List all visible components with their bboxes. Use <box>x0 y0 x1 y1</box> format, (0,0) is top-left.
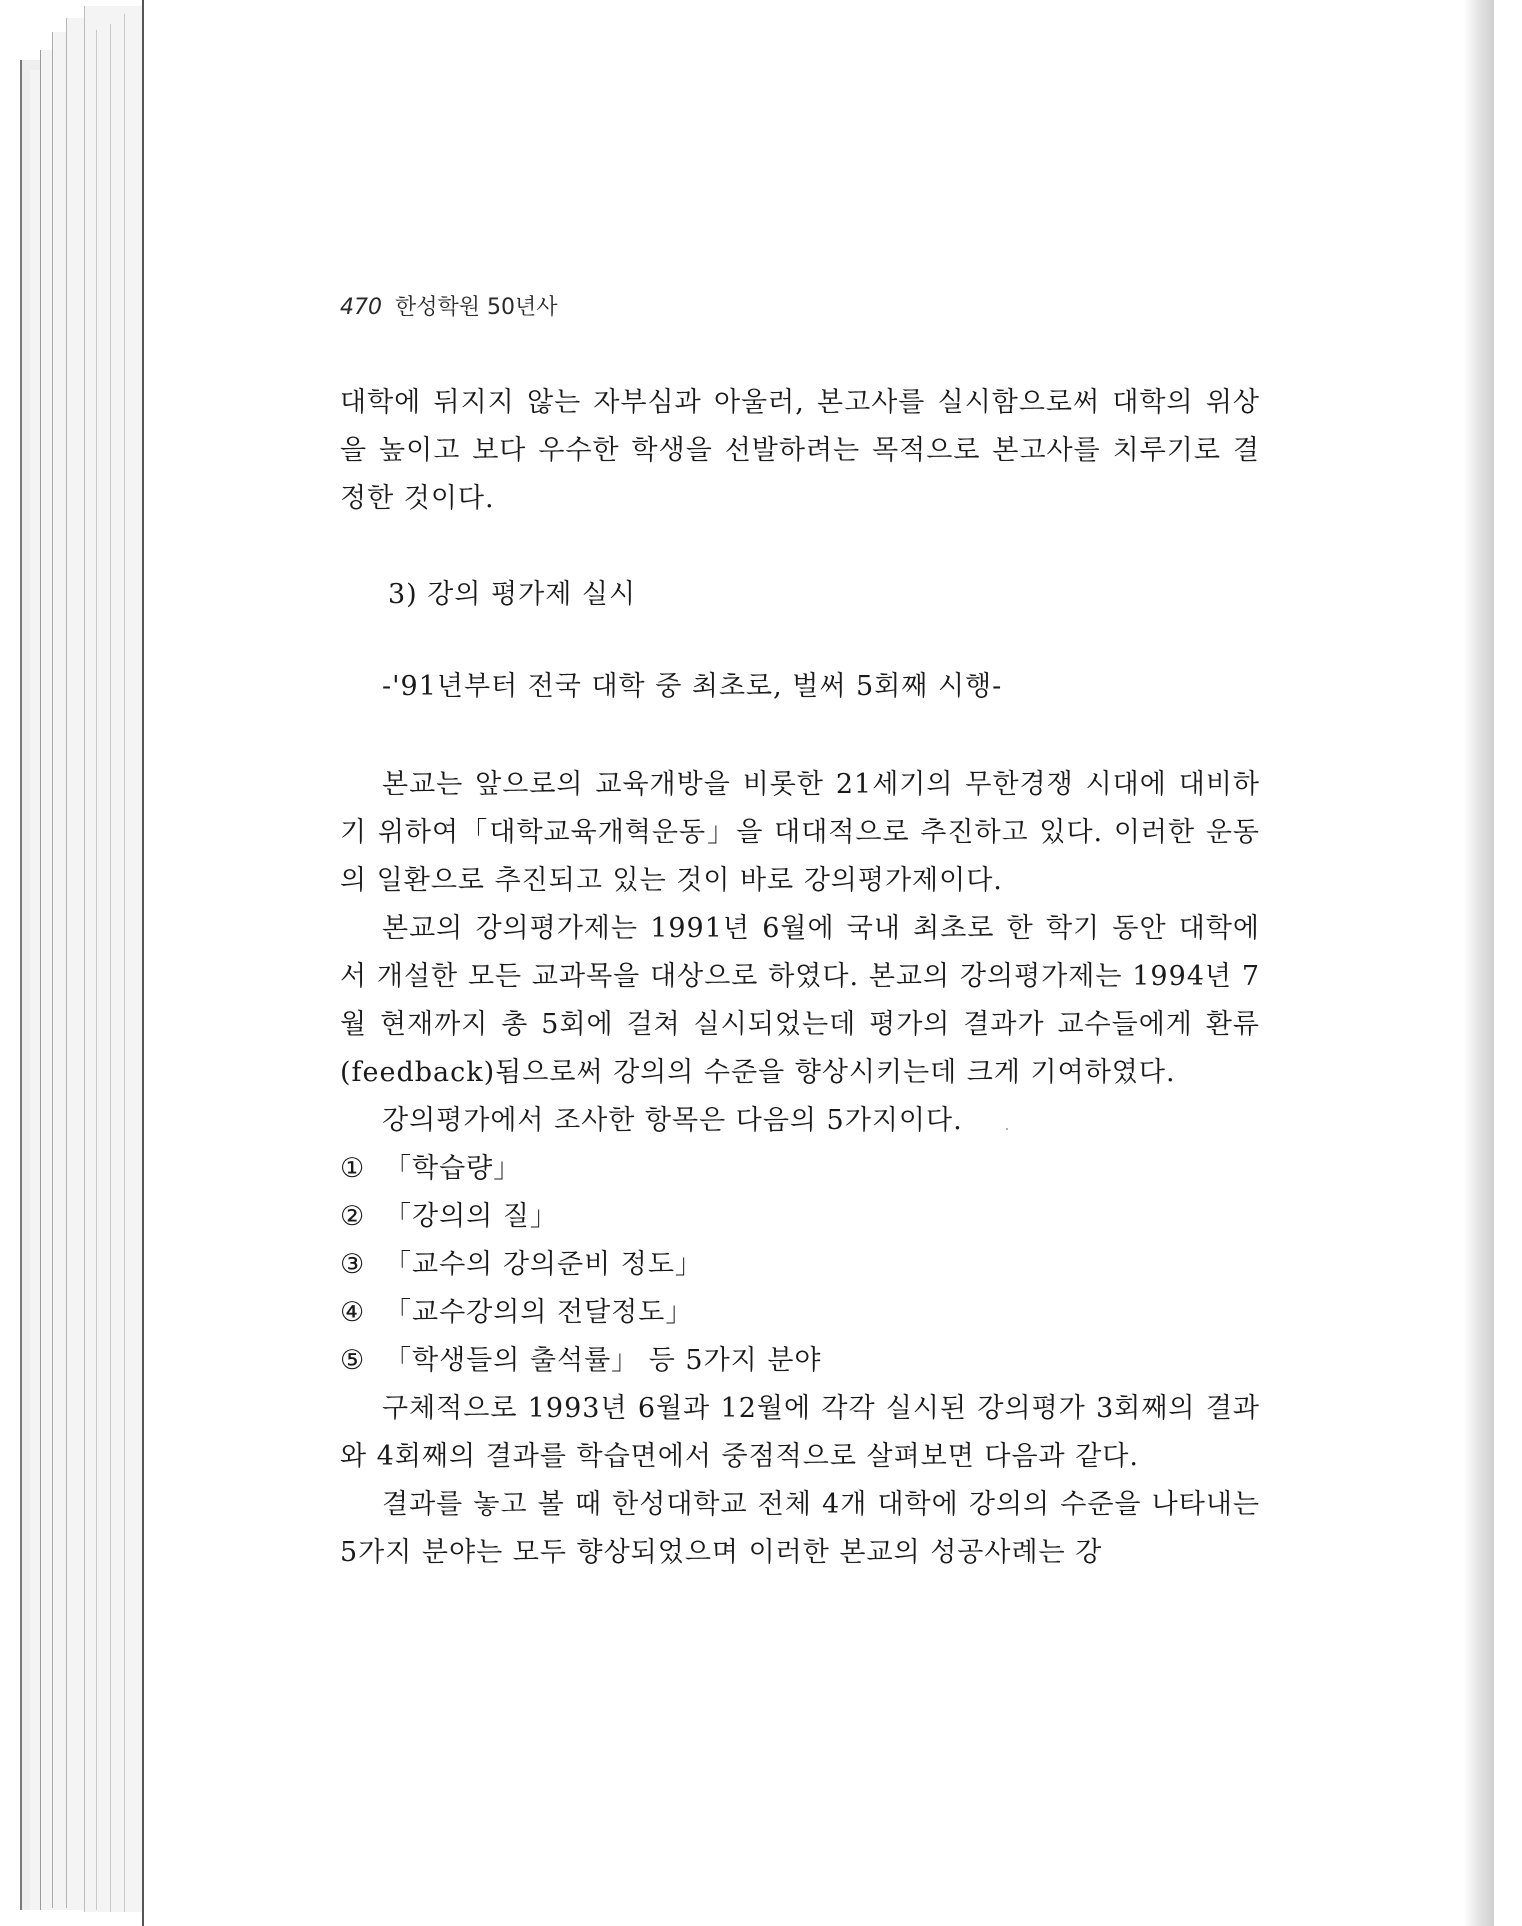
paragraph: 본교는 앞으로의 교육개방을 비롯한 21세기의 무한경쟁 시대에 대비하기 위하여「대학교육개혁운동」을 대대적으로 추진하고 있다. 이러한 운동의 일환으로 추진되고 있는 것이 바로 강의평가제이다. <box>340 769 1260 896</box>
list-item <box>340 1193 1260 1241</box>
list-item-text: 「학습량」 <box>384 1153 522 1184</box>
page-edge-line <box>124 14 125 1912</box>
section-title: 3) 강의 평가제 실시 <box>388 579 637 610</box>
paragraph: 구체적으로 1993년 6월과 12월에 각각 실시된 강의평가 3회째의 결과와 4회째의 결과를 학습면에서 중점적으로 살펴보면 다음과 같다. <box>340 1393 1260 1472</box>
list-item-text: 「학생들의 출석률」 등 5가지 분야 <box>384 1345 822 1376</box>
page-content <box>340 290 1260 1577</box>
section-subtitle: -'91년부터 전국 대학 중 최초로, 벌써 5회째 시행- <box>382 671 1003 702</box>
list-item <box>340 1289 1260 1337</box>
list-item <box>340 1145 1260 1193</box>
list-item-number: ④ <box>340 1297 366 1328</box>
list-item-text: 「강의의 질」 <box>384 1201 558 1232</box>
survey-item-list <box>340 1145 1260 1385</box>
page-shadow <box>1464 0 1494 1926</box>
list-item <box>340 1241 1260 1289</box>
paragraph: 대학에 뒤지지 않는 자부심과 아울러, 본고사를 실시함으로써 대학의 위상을 높이고 보다 우수한 학생을 선발하려는 목적으로 본고사를 치루기로 결정한 것이다. <box>340 387 1260 514</box>
list-item-text: 「교수강의의 전달정도」 <box>384 1297 694 1328</box>
page-edge-line <box>110 24 111 1912</box>
list-item-text: 「교수의 강의준비 정도」 <box>384 1249 703 1280</box>
list-item-number: ② <box>340 1201 366 1232</box>
running-head <box>340 290 1260 321</box>
scan-speck <box>1006 1128 1008 1130</box>
paragraph: 본교의 강의평가제는 1991년 6월에 국내 최초로 한 학기 동안 대학에서 개설한 모든 교과목을 대상으로 하였다. 본교의 강의평가제는 1994년 7월 현재까지 총 5회에 걸쳐 실시되었는데 평가의 결과가 교수들에게 환류(feedback)됨으로써 강의의 수준을 향상시키는데 크게 기여하였다. <box>340 913 1260 1088</box>
paragraph: 결과를 놓고 볼 때 한성대학교 전체 4개 대학에 강의의 수준을 나타내는 5가지 분야는 모두 향상되었으며 이러한 본교의 성공사례는 강 <box>340 1489 1260 1568</box>
list-item <box>340 1337 1260 1385</box>
page-edge <box>84 6 150 1912</box>
paragraph: 강의평가에서 조사한 항목은 다음의 5가지이다. <box>382 1105 963 1136</box>
list-item-number: ③ <box>340 1249 366 1280</box>
page-edge-line <box>96 30 97 1910</box>
book-title: 한성학원 50년사 <box>395 295 558 320</box>
list-item-number: ① <box>340 1153 366 1184</box>
list-item-number: ⑤ <box>340 1345 366 1376</box>
page-number: 470 <box>340 295 382 320</box>
page-stack-edges <box>0 0 150 1926</box>
